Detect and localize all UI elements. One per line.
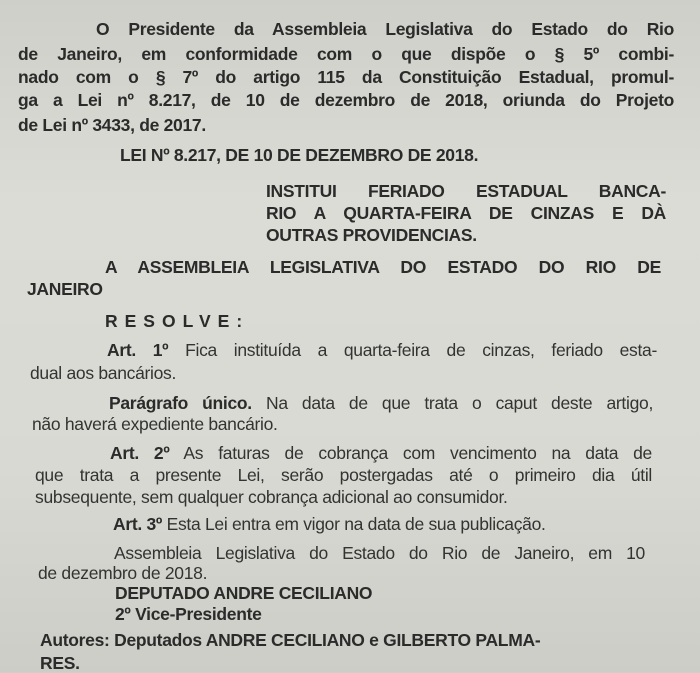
article-line: dual aos bancários. bbox=[30, 363, 177, 383]
article-label: Art. 1º bbox=[107, 340, 169, 360]
closing-line: de dezembro de 2018. bbox=[38, 563, 208, 583]
ementa-line: RIO A QUARTA-FEIRA DE CINZAS E DÀ bbox=[266, 203, 666, 223]
article-label: Art. 3º bbox=[113, 514, 163, 534]
signer-name: DEPUTADO ANDRE CECILIANO bbox=[115, 583, 373, 603]
article-text: Fica instituída a quarta-feira de cinzas, feriado esta- bbox=[185, 340, 658, 360]
article-text: Esta Lei entra em vigor na data de sua publicação. bbox=[166, 514, 546, 534]
resolve-heading: RESOLVE: bbox=[105, 311, 250, 331]
signer-role: 2º Vice-Presidente bbox=[115, 604, 262, 624]
article-line bbox=[113, 514, 546, 534]
article-line bbox=[110, 443, 652, 463]
preamble-line: O Presidente da Assembleia Legislativa do Estado do Rio bbox=[96, 19, 674, 39]
article-text: As faturas de cobrança com vencimento na data de bbox=[183, 443, 652, 463]
law-title: LEI Nº 8.217, DE 10 DE DEZEMBRO DE 2018. bbox=[120, 145, 479, 165]
authors-line: Autores: Deputados ANDRE CECILIANO e GILBERTO PALMA- bbox=[40, 630, 541, 650]
closing-line: Assembleia Legislativa do Estado do Rio de Janeiro, em 10 bbox=[114, 543, 645, 563]
preamble-line: nado com o § 7º do artigo 115 da Constituição Estadual, promul- bbox=[18, 67, 674, 87]
ementa-line: OUTRAS PROVIDENCIAS. bbox=[266, 225, 477, 245]
authors-line: RES. bbox=[40, 653, 80, 673]
article-line: que trata a presente Lei, serão postergadas até o primeiro dia útil bbox=[35, 465, 652, 485]
preamble-line: de Lei nº 3433, de 2017. bbox=[18, 115, 206, 135]
ementa-line: INSTITUI FERIADO ESTADUAL BANCA- bbox=[266, 181, 666, 201]
enacting-line: A ASSEMBLEIA LEGISLATIVA DO ESTADO DO RIO DE bbox=[105, 257, 661, 277]
article-line: subsequente, sem qualquer cobrança adicional ao consumidor. bbox=[35, 487, 508, 507]
article-label: Parágrafo único. bbox=[109, 393, 252, 413]
article-line bbox=[109, 393, 653, 413]
article-line bbox=[107, 340, 657, 360]
preamble-line: de Janeiro, em conformidade com o que dispõe o § 5º combi- bbox=[18, 44, 674, 64]
article-text: Na data de que trata o caput deste artigo, bbox=[266, 393, 654, 413]
article-line: não haverá expediente bancário. bbox=[32, 414, 278, 434]
article-label: Art. 2º bbox=[110, 443, 170, 463]
enacting-line: JANEIRO bbox=[27, 279, 103, 299]
preamble-line: ga a Lei nº 8.217, de 10 de dezembro de 2018, oriunda do Projeto bbox=[18, 90, 674, 110]
